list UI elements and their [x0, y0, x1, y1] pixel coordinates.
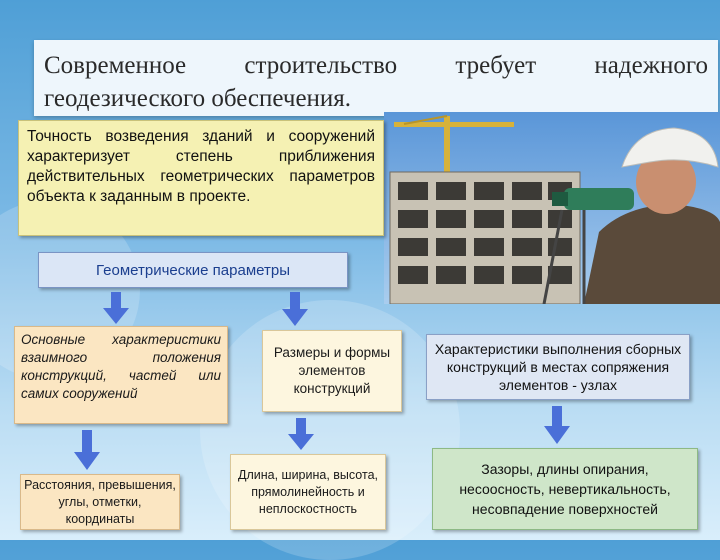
positional-characteristics-box: Основные характеристики взаимного положения конструкций, частей или самих сооружений: [14, 326, 228, 424]
joint-characteristics-box: Характеристики выполнения сборных конструкций в местах сопряжения элементов - узлах: [426, 334, 690, 400]
slide-title: Современное строительство требует надежного геодезического обеспечения.: [34, 40, 718, 116]
geometric-parameters-header: Геометрические параметры: [38, 252, 348, 288]
down-arrow-icon: [282, 292, 308, 326]
down-arrow-icon: [288, 418, 314, 450]
down-arrow-icon: [74, 430, 100, 470]
intro-text: Точность возведения зданий и сооружений характеризует степень приближения действительных геометрических параметров объекта к заданным в проекте.: [18, 120, 384, 236]
sizes-and-shapes-box: Размеры и формы элементов конструкций: [262, 330, 402, 412]
down-arrow-icon: [103, 292, 129, 324]
distances-angles-box: Расстояния, превышения, углы, отметки, координаты: [20, 474, 180, 530]
gaps-misalignment-box: Зазоры, длины опирания, несоосность, невертикальность, несовпадение поверхностей: [432, 448, 698, 530]
down-arrow-icon: [544, 406, 570, 444]
surveyor-photo: [384, 112, 720, 304]
dimensions-flatness-box: Длина, ширина, высота, прямолинейность и неплоскостность: [230, 454, 386, 530]
